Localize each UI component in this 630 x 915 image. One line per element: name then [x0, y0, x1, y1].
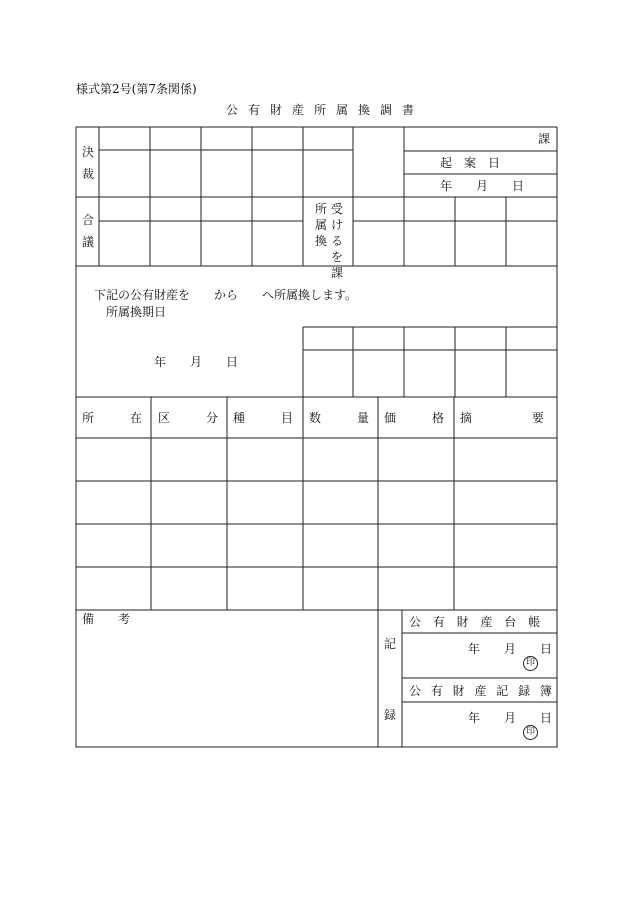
page-title: 公有財産所属換調書 — [226, 103, 425, 117]
col-type: 種 目 — [233, 411, 294, 425]
record-book-label: 公 有 財 産 記 録 簿 — [409, 684, 555, 698]
ledger-date: 年 月 日 — [468, 642, 553, 656]
col-summary: 摘 要 — [460, 411, 545, 425]
record-label-top: 記 — [384, 637, 397, 651]
record-label-bottom: 録 — [384, 708, 397, 722]
transfer-date-value: 年 月 日 — [154, 355, 239, 369]
remarks-label: 備 考 — [82, 612, 131, 626]
drafting-date-label: 起 案 日 — [440, 156, 501, 170]
section-ka-label: 課 — [538, 132, 551, 146]
approval-label: 決裁 — [81, 145, 94, 181]
col-quantity: 数 量 — [309, 411, 370, 425]
col-classification: 区 分 — [158, 411, 219, 425]
col-location: 所 在 — [82, 411, 143, 425]
receiving-dept-label-right: 受けるを課 — [330, 202, 343, 280]
transfer-statement: 下記の公有財産を から へ所属換します。 — [94, 288, 358, 302]
record-book-date: 年 月 日 — [468, 711, 553, 725]
record-book-seal-icon: 印 — [523, 725, 538, 740]
form-number: 様式第2号(第7条関係) — [76, 82, 197, 96]
transfer-date-label: 所属換期日 — [106, 305, 167, 319]
consultation-label: 合議 — [81, 213, 94, 249]
ledger-seal-icon: 印 — [523, 656, 538, 671]
col-price: 価 格 — [384, 411, 445, 425]
drafting-date-value: 年 月 日 — [440, 179, 525, 193]
receiving-dept-label-left: 所属換 — [314, 202, 327, 248]
ledger-label: 公 有 財 産 台 帳 — [409, 615, 545, 629]
